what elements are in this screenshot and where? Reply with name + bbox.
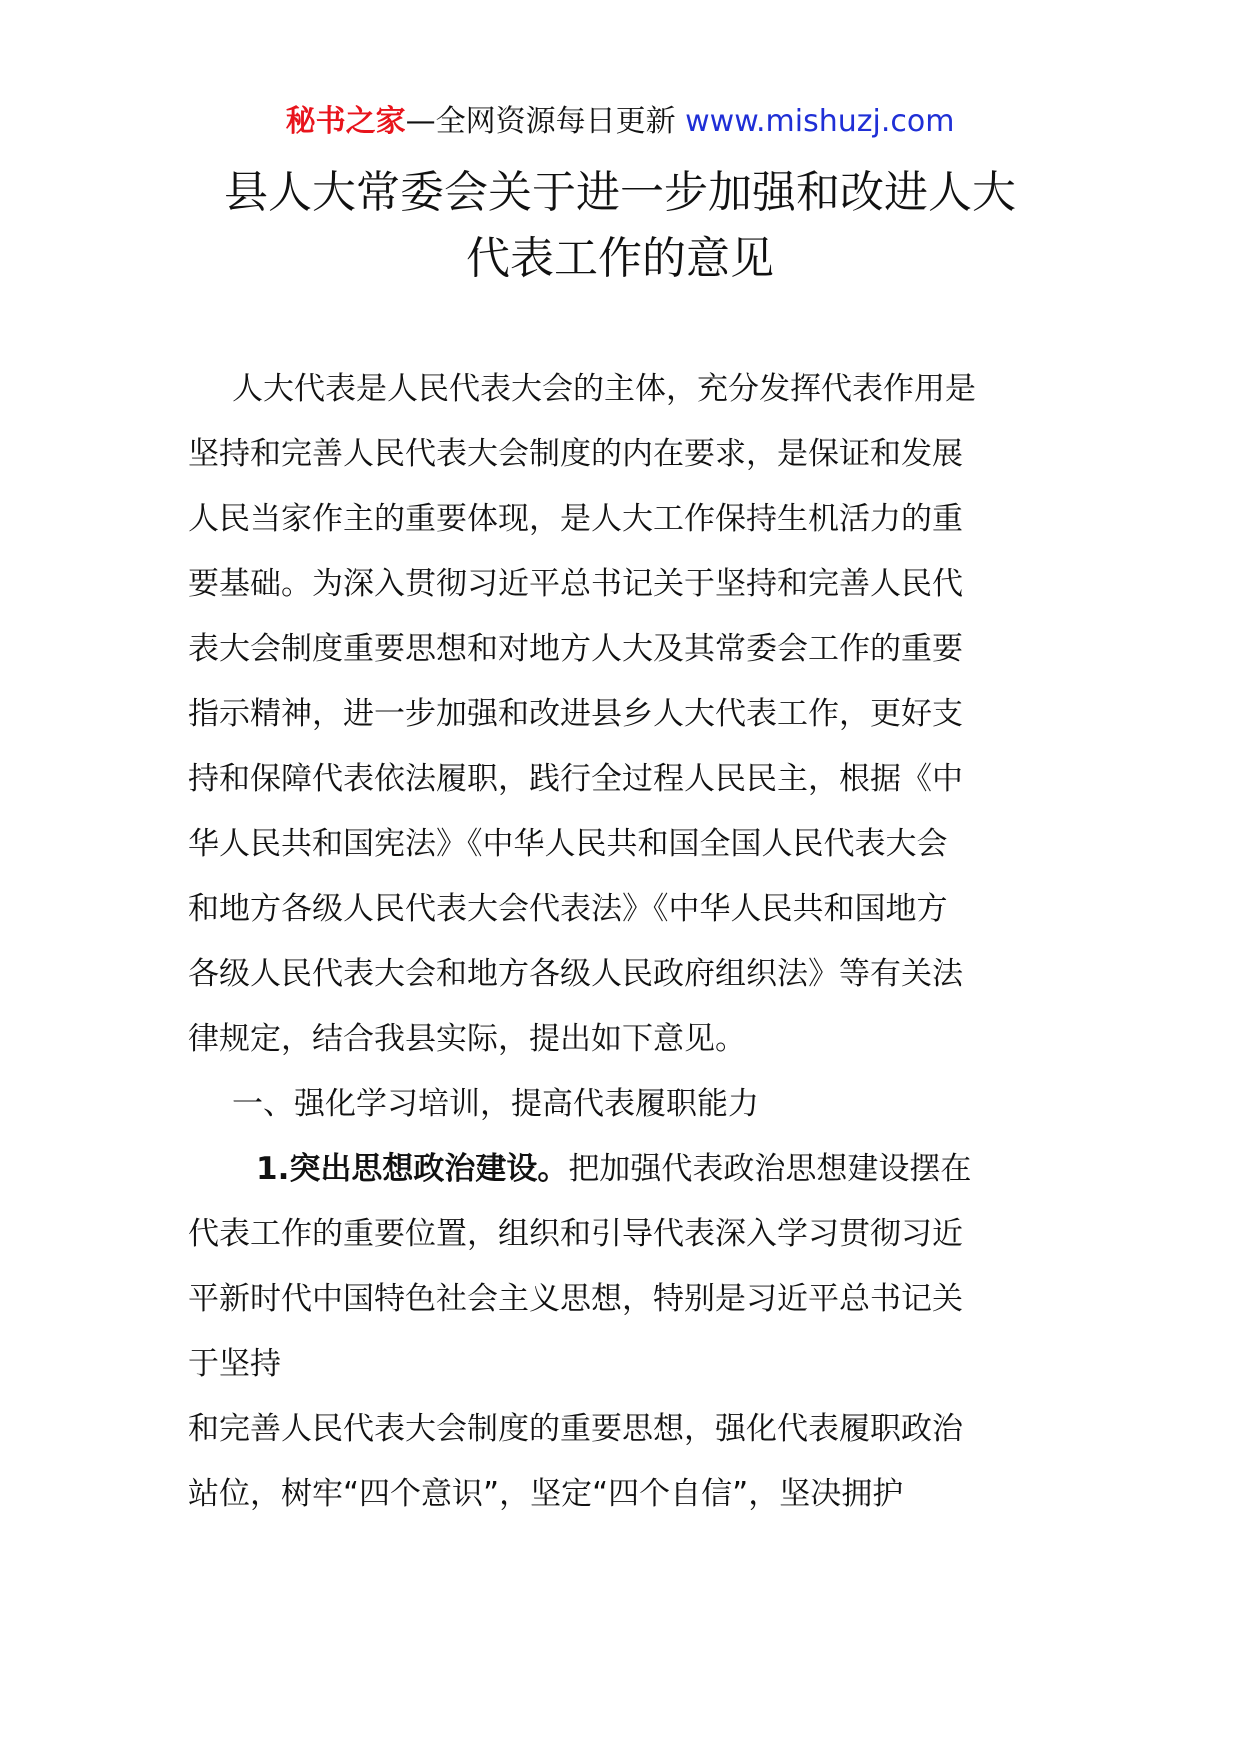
body-line: 坚持和完善人民代表大会制度的内在要求，是保证和发展 (188, 436, 963, 472)
site-header (0, 100, 1240, 144)
section-heading: 一、强化学习培训，提高代表履职能力 (232, 1086, 759, 1122)
body-line: 和地方各级人民代表大会代表法》《中华人民共和国地方 (188, 891, 948, 927)
body-line: 平新时代中国特色社会主义思想，特别是习近平总书记关 (188, 1281, 963, 1317)
document-body (188, 357, 1068, 1527)
body-line: 华人民共和国宪法》《中华人民共和国全国人民代表大会 (188, 826, 948, 862)
body-line: 指示精神，进一步加强和改进县乡人大代表工作，更好支 (188, 696, 963, 732)
body-line: 表大会制度重要思想和对地方人大及其常委会工作的重要 (188, 631, 963, 667)
body-line: 各级人民代表大会和地方各级人民政府组织法》等有关法 (188, 956, 963, 992)
header-slogan: —全网资源每日更新 (405, 104, 686, 139)
body-line: 律规定，结合我县实际，提出如下意见。 (188, 1021, 746, 1057)
site-url-link[interactable]: www.mishuzj.com (685, 104, 955, 139)
item-1-heading: 1.突出思想政治建设。 (256, 1151, 569, 1187)
body-line: 人大代表是人民代表大会的主体，充分发挥代表作用是 (232, 371, 976, 407)
body-line: 站位，树牢“四个意识”，坚定“四个自信”，坚决拥护 (188, 1476, 904, 1512)
document-title (160, 160, 1080, 292)
body-line: 代表工作的重要位置，组织和引导代表深入学习贯彻习近 (188, 1216, 963, 1252)
title-line-2: 代表工作的意见 (466, 233, 774, 284)
title-line-1: 县人大常委会关于进一步加强和改进人大 (224, 167, 1016, 218)
body-line: 和完善人民代表大会制度的重要思想，强化代表履职政治 (188, 1411, 963, 1447)
brand-name: 秘书之家 (285, 104, 406, 139)
item-1-first-line (188, 1137, 1068, 1202)
item-1-text: 把加强代表政治思想建设摆在 (568, 1151, 972, 1187)
body-line: 于坚持 (188, 1346, 281, 1382)
body-line: 持和保障代表依法履职，践行全过程人民民主，根据《中 (188, 761, 963, 797)
body-line: 要基础。为深入贯彻习近平总书记关于坚持和完善人民代 (188, 566, 963, 602)
body-line: 人民当家作主的重要体现，是人大工作保持生机活力的重 (188, 501, 963, 537)
